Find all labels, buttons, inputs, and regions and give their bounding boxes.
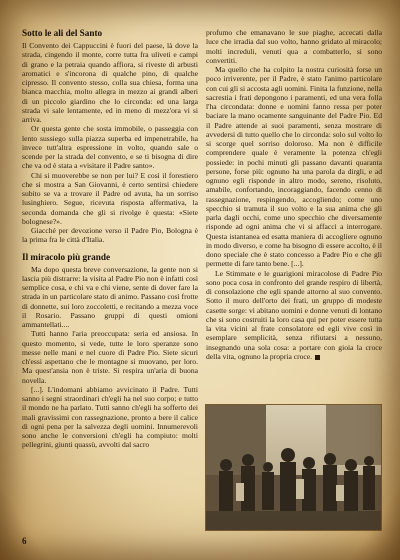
section-title: Sotto le ali del Santo xyxy=(22,28,103,38)
paragraph: Tutti hanno l'aria preoccupata: seria ed ansiosa. In questo momento, si vede, tutte le loro speranze sono messe nelle mani e nel cuore di Padre Pio. Siete sicuri ch'essi aspettano che le montagne si muovano, per loro. Ma quest'ansia non è triste. Si respira un'aria di buona novella. xyxy=(22,329,198,385)
end-of-article-mark xyxy=(315,355,320,360)
section-title: Il miracolo più grande xyxy=(22,251,111,262)
paragraph: [...]. L'indomani abbiamo avvicinato il Padre. Tutti sanno i segni straordinari ch'egli ha nel suo corpo; e tutto il mondo ne ha parlato. Tutti sanno ch'egli ha sofferto dei mali gravissimi con rassegnazione, pronto a bere il calice di ogni pena per la salvezza degli uomini. Innumerevoli sono anche le conversioni ch'egli ha compiuto: molti pellegrini, giunti quassù, avvolti dal sacro xyxy=(22,384,198,450)
left-column xyxy=(22,28,198,450)
paragraph-text: Le Stimmate e le guarigioni miracolose di Padre Pio sono poca cosa in confronto del grande respiro di libertà, di consolazione che egli spande attorno al suo convento. Sotto il muro dell'orto dei frati, un gruppo di modeste casette sorge: vi abitano uomini e donne venuti di lontano che si sono costruiti la loro casa qui per poter essere tutta la vita vicini al frate consolatore ed egli vive così in esemplare semplicità, senza rifiutarsi a nessuno, insegnando una sola cosa: a portare con gioia la croce della vita, ognuno la propria croce. xyxy=(206,268,382,361)
paragraph xyxy=(206,269,382,362)
paragraph: Il Convento dei Cappuccini è fuori del paese, là dove la strada, cingendo il monte, corre tutta fra uliveti e campi di grano e la petraia quando affiora, si riveste di arbusti aromatici e s'incorona di qualche pino, di qualche cipresso. Il convento stesso, colla sua chiesa, forma una bianca macchia, molto allegra in mezzo ai grandi alberi di un piccolo giardino che lo circonda: ed una larga strada vi sale lentamente, ed in meno di mezz'ora vi si arriva. xyxy=(22,41,198,124)
crowd-photo-illustration xyxy=(206,405,381,530)
historic-photo xyxy=(205,404,382,531)
paragraph: profumo che emanavano le sue piaghe, accecati dalla luce che irradia dal suo volto, hanno gridato al miracolo; molti increduli, venuti qua a combatterlo, si sono convertiti. xyxy=(206,28,382,65)
paragraph: Ma quello che ha colpito la nostra curiosità forse un poco irriverente, per il Padre, è stato l'animo particolare con cui gli si accosta agli uomini. Finita la funzione, nella sacrestia i frati depongono i paramenti, ed una vera folla l'ha circondata: donne e uomini fanno ressa per poter baciare la mano ocamente sanguinante del Padre Pio. Ed il Padre attende ai suoi paramenti, senza mostrare di avvedersi di tutto quello che lo circonda: solo sul volto lo si scorge quel sorriso doloroso. Ma non è difficile comprendere quale è veramente la potenza ch'egli possiede: in pochi minuti gli passano davanti quaranta persone, forse più: ognuno ha una parola da dirgli, e ad ognuno egli risponde in altro modo, sereno, risoluto, amabile, confortando, incoraggiando, facendo cenno di rassegnazione, respingendo, accogliendo; come uno specchio si tramuta il suo volto e la sua anima che gli parla dagli occhi, come uno specchio che diversamente risponde ad ogni anima che vi si affacci a interrogare. Questa istantanea ed esatta maniera di accogliere ognuno in modo diverso, e come ha bisogno di essere accolto, è il dono speciale che è stato concesso a Padre Pio e che gli permette di fare tanto bene. [...]. xyxy=(206,65,382,269)
paragraph: Giacché per devozione verso il Padre Pio, Bologna è la prima fra le città d'Italia. xyxy=(22,226,198,245)
right-column xyxy=(206,28,382,361)
paragraph: Or questa gente che sosta immobile, o passeggia con lento sussiego sulla piazza superba ed impenetrabile, ha invece tutt'altra espressione in volto, quando sale o scende per la strada del convento, e se ti bisogna di dire che va od è stata a «visitare il Padre santo». xyxy=(22,124,198,171)
page-number: 6 xyxy=(22,536,27,546)
paragraph: Ma dopo questa breve conversazione, la gente non si lascia più distrarre: la visita al Padre Pio non è infatti così semplice cosa, e chi va e chi viene, sente di dover fare la strada in un particolare stato di animo. Passano così frotte di donnette, sui loro zoccoletti, e recitando a mezza voce il Rosario. Passano gruppi di questi omioni ammantellati.... xyxy=(22,264,198,329)
paragraph: Chi si muoverebbe se non per lui? E così il forestiero che si mostra a San Giovanni, è certo sentirsi chiedere subito se va a trovare il Padre od avuta, ha un sorriso lusinghiero. Segue, ricevuta risposta affermativa, la seconda domanda che gli si rivolge è questa: «Siete bolognese?». xyxy=(22,170,198,226)
